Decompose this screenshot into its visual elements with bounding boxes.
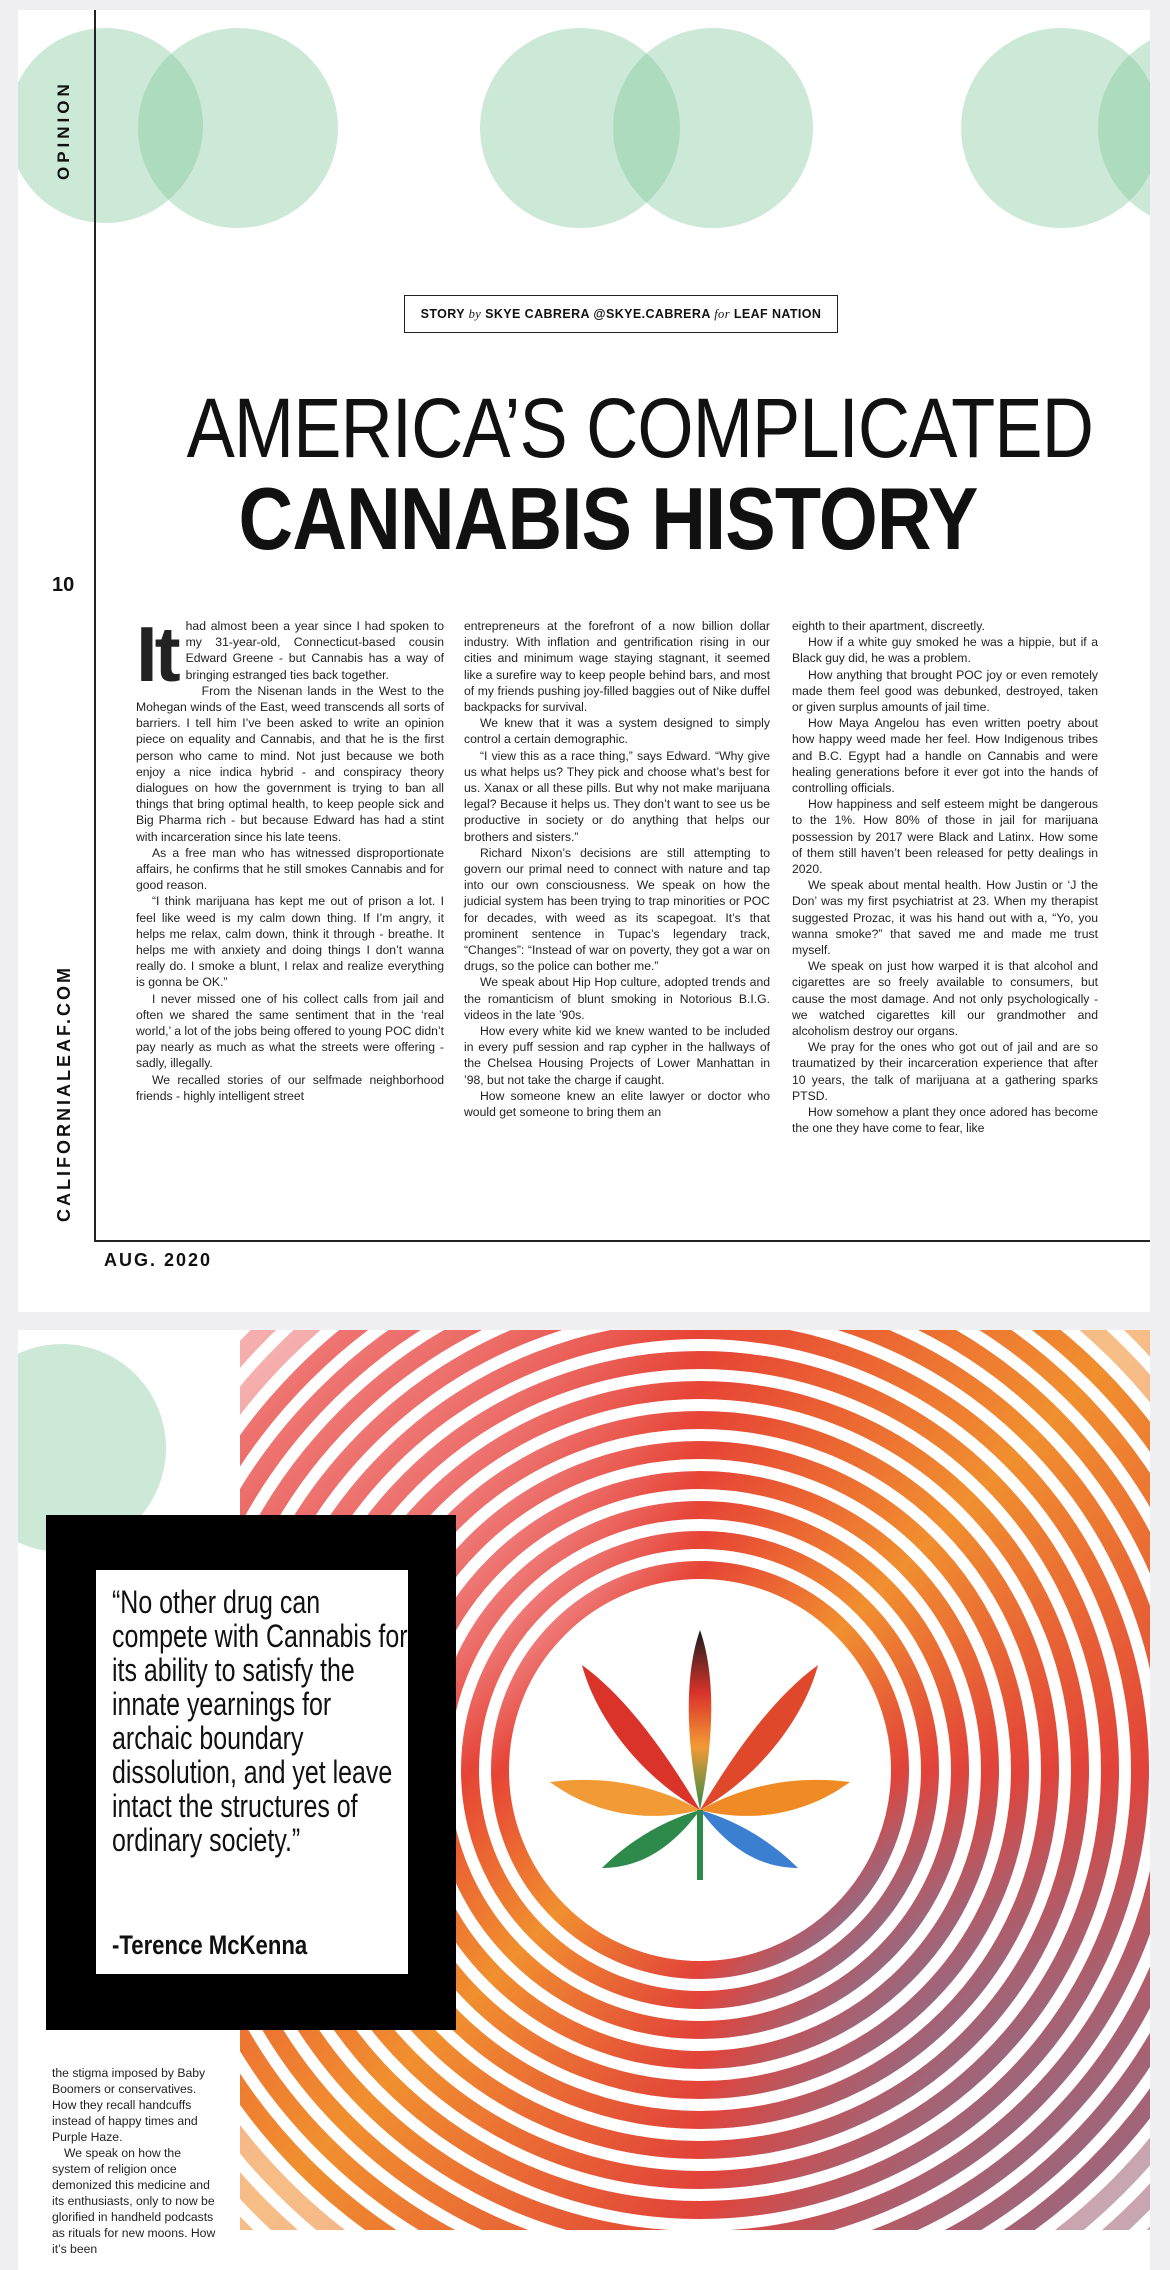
pull-quote-text: “No other drug can compete with Cannabis for its ability to satisfy the innate yearnings for archaic boundary dissolution, and yet leave intact the structures of ordinary society.” [112, 1584, 408, 1858]
paragraph: How someone knew an elite lawyer or doctor who would get someone to bring them an [464, 1088, 770, 1120]
issue-date: AUG. 2020 [104, 1250, 213, 1270]
page-number: 10 [52, 574, 75, 596]
paragraph: entrepreneurs at the forefront of a now billion dollar industry. With inflation and gentrification rising in our cities and minimum wage staying stagnant, it seemed like a surefire way to keep people behind bars, and most of my friends pushing joy-filled baggies out of Nike duffel backpacks for survival. [464, 619, 770, 715]
paragraph: We knew that it was a system designed to simply control a certain demographic. [464, 716, 770, 747]
pull-quote-attribution: -Terence McKenna [112, 1930, 308, 1960]
byline-author: SKYE CABRERA @SKYE.CABRERA [485, 307, 711, 321]
decor-circle [138, 28, 338, 228]
paragraph: We speak on just how warped it is that alcohol and cigarettes are so freely available to consumers, but cause the most damage. And not only psychologically - we watched cigarettes kill our grandmother and alcoholism destroy our organs. [792, 959, 1098, 1039]
magazine-page-2 [18, 1330, 1150, 2270]
paragraph: How anything that brought POC joy or even remotely made them feel good was debunked, destroyed, taken or given surplus amounts of jail time. [792, 667, 1098, 715]
paragraph: How Maya Angelou has even written poetry about how happy weed made her feel. How Indigenous tribes and B.C. Egypt had a handle on Cannabis and were healing generations before it ever got into the hands of controlling officials. [792, 716, 1098, 796]
paragraph: As a free man who has witnessed disproportionate affairs, he confirms that he still smokes Cannabis and for good reason. [136, 845, 444, 893]
headline-line-2: CANNABIS HISTORY [238, 469, 978, 568]
paragraph: Richard Nixon’s decisions are still attempting to govern our primal need to connect with nature and tap into our own consciousness. We speak on how the judicial system has been trying to trap minorities or POC for decades, with weed as its scapegoat. It’s that prominent sentence in Tupac’s legendary track, “Changes”: “Instead of war on poverty, they got a war on drugs, so the police can bother me.” [464, 845, 770, 974]
horizontal-rule [94, 1240, 1150, 1242]
article-column-1 [136, 610, 444, 1104]
paragraph: From the Nisenan lands in the West to the Mohegan winds of the East, weed transcends all sorts of barriers. I tell him I’ve been asked to write an opinion piece on equality and Cannabis, and that he is the first person who came to mind. Not just because we both enjoy a nice indica hybrid - and conspiracy theory dialogues on how the government is trying to ban all things that bring optimal health, to keep people sick and Big Pharma rich - but because Edward has had a stint with incarceration since his late teens. [136, 683, 444, 844]
article-column-3 [792, 618, 1098, 1137]
paragraph: How somehow a plant they once adored has become the one they have come to fear, like [792, 1105, 1098, 1136]
article-column-2 [464, 618, 770, 1120]
section-label: OPINION [54, 80, 73, 180]
pull-quote-panel [96, 1570, 408, 1974]
byline-story-label: STORY [420, 307, 465, 321]
byline-publisher: LEAF NATION [733, 307, 822, 321]
paragraph: We speak about mental health. How Justin or ‘J the Don’ was my first psychiatrist at 23. When my therapist suggested Prozac, it was his hand out with a, “Yo, you wanna smoke?” that saved me and made me trust myself. [792, 878, 1098, 958]
paragraph: eighth to their apartment, discreetly. [792, 619, 985, 633]
paragraph: We speak on how the system of religion once demonized this medicine and its enthusiasts, only to now be glorified in handheld podcasts as rituals for new moons. How it’s been [52, 2146, 216, 2256]
paragraph: How every white kid we knew wanted to be included in every puff session and rap cypher in the hallways of the Chelsea Housing Projects of Lower Manhattan in ’98, but not take the charge if caught. [464, 1024, 770, 1087]
paragraph: I never missed one of his collect calls from jail and often we shared the same sentiment that in the ‘real world,’ a lot of the jobs being offered to young POC didn’t pay nearly as much as what the streets were offering - sadly, illegally. [136, 991, 444, 1071]
decor-circle [613, 28, 813, 228]
byline-by: by [468, 307, 482, 321]
site-url: CALIFORNIALEAF.COM [54, 965, 74, 1222]
byline-for: for [714, 307, 730, 321]
paragraph: We recalled stories of our selfmade neighborhood friends - highly intelligent street [136, 1072, 444, 1103]
paragraph: How if a white guy smoked he was a hippie, but if a Black guy did, he was a problem. [792, 635, 1098, 666]
pull-quote-frame [46, 1515, 456, 2030]
paragraph: We pray for the ones who got out of jail and are so traumatized by their incarceration experience that after 10 years, the talk of marijuana at a gathering sparks PTSD. [792, 1040, 1098, 1103]
headline-line-1: AMERICA’S COMPLICATED [186, 381, 1094, 475]
drop-cap: It [136, 610, 178, 698]
paragraph: We speak about Hip Hop culture, adopted trends and the romanticism of blunt smoking in Notorious B.I.G. videos in the late ’90s. [464, 975, 770, 1022]
vertical-rule [94, 10, 96, 1240]
magazine-page-1 [18, 10, 1150, 1312]
article-column-continued [52, 2065, 217, 2257]
paragraph: How happiness and self esteem might be dangerous to the 1%. How 80% of those in jail for marijuana possession by 2017 were Black and Latinx. How some of them still haven’t been released for petty dealings in 2020. [792, 797, 1098, 877]
paragraph: “I think marijuana has kept me out of prison a lot. I feel like weed is my calm down thing. If I’m angry, it helps me relax, calm down, think it through - breathe. It helps me with anxiety and doing things I don’t wanna really do. I smoke a blunt, I relax and realize everything is gonna be OK.” [136, 894, 444, 990]
paragraph: the stigma imposed by Baby Boomers or conservatives. How they recall handcuffs instead of happy times and Purple Haze. [52, 2066, 206, 2144]
byline-box [404, 295, 838, 333]
paragraph: had almost been a year since I had spoken to my 31-year-old, Connecticut-based cousin Edward Greene - but Cannabis has a way of bringing estranged ties back together. [185, 619, 444, 682]
paragraph: “I view this as a race thing,” says Edward. “Why give us what helps us? They pick and choose what’s best for us. Xanax or all these pills. But why not make marijuana legal? Because it helps us. They don’t want to see us be productive in society or do anything that helps our brothers and sisters.” [464, 748, 770, 844]
